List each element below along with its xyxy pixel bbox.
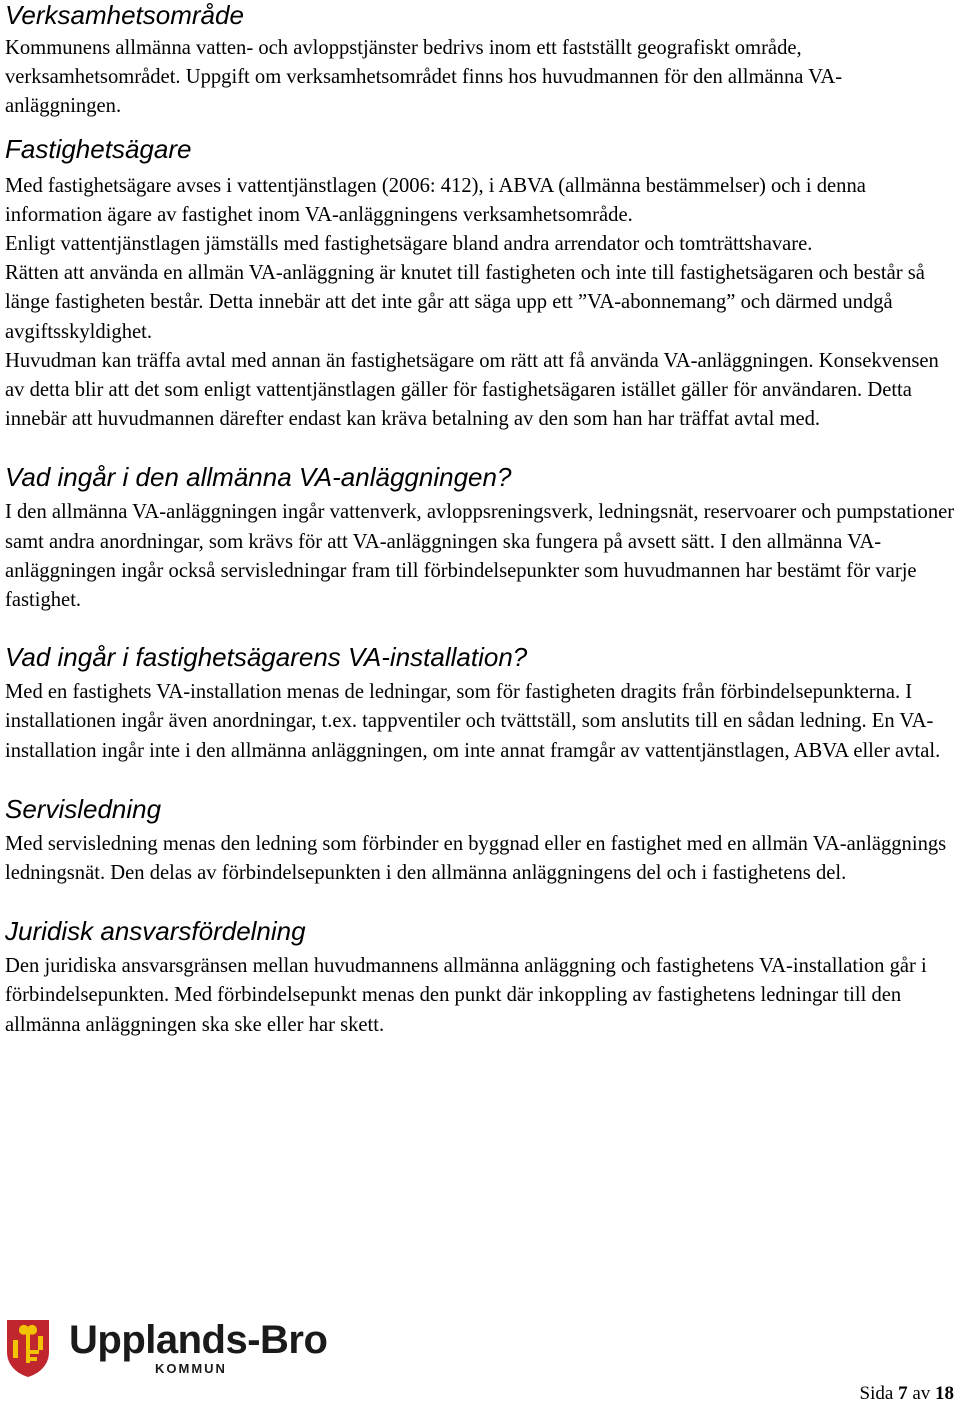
paragraph: Med fastighetsägare avses i vattentjänstlagen (2006: 412), i ABVA (allmänna bestämmelser) och i denna information ägare av fastighet inom VA-anläggningens verksamhetsområde.	[5, 174, 866, 226]
paragraph: Kommunens allmänna vatten- och avloppstjänster bedrivs inom ett fastställt geografiskt område, verksamhetsområdet. Uppgift om verksamhetsområdet finns hos huvudmannen för den allmänna VA-anläggningen.	[5, 37, 843, 118]
page-number	[860, 1384, 954, 1404]
paragraph: Med servisledning menas den ledning som förbinder en byggnad eller en fastighet med en allmän VA-anläggnings ledningsnät. Den delas av förbindelsepunkten i den allmänna anläggningens del och i fastighetens del.	[5, 832, 947, 885]
page-prefix: Sida	[859, 1383, 894, 1404]
document-body	[5, 0, 957, 1040]
municipal-crest-icon	[5, 1318, 51, 1378]
section-heading-allmanna-va: Vad ingår i den allmänna VA-anläggningen?	[5, 462, 512, 493]
paragraph: Den juridiska ansvarsgränsen mellan huvudmannens allmänna anläggning och fastighetens VA-installation går i förbindelsepunkten. Med förbindelsepunkt menas den punkt där inkoppling av fastighetens ledningar till den allmänna anläggningen ska ske eller har skett.	[5, 955, 927, 1036]
paragraph: Huvudman kan träffa avtal med annan än fastighetsägare om rätt att få använda VA-anläggningen. Konsekvensen av detta blir att det som enligt vattentjänstlagen gäller för fastighetsägaren istället gäller för användaren. Detta innebär att huvudmannen därefter endast kan kräva betalning av den som han har träffat avtal med.	[5, 349, 939, 431]
logo-subtitle: KOMMUN	[155, 1361, 227, 1376]
page-total: 18	[935, 1383, 954, 1404]
paragraph: Enligt vattentjänstlagen jämställs med fastighetsägare bland andra arrendator och tomträttshavare.	[5, 233, 813, 256]
municipality-logo	[5, 1317, 327, 1379]
paragraph: I den allmänna VA-anläggningen ingår vattenverk, avloppsreningsverk, ledningsnät, reservoarer och pumpstationer samt andra anordningar, som krävs för att VA-anläggningen ska fungera på avsett sätt. I den allmänna VA-anläggningen ingår också servisledningar fram till förbindelsepunkter som huvudmannen har bestämt för varje fastighet.	[5, 501, 955, 612]
paragraph: Med en fastighets VA-installation menas de ledningar, som för fastigheten dragits från förbindelsepunkterna. I installationen ingår även anordningar, t.ex. tappventiler och tvättställ, som anslutits till en sådan ledning. En VA-installation ingår inte i den allmänna anläggningen, om inte annat framgår av vattentjänstlagen, ABVA eller avtal.	[5, 681, 941, 762]
section-heading-fastighetsagare: Fastighetsägare	[5, 133, 192, 164]
logo-wordmark: Upplands-Bro	[69, 1318, 328, 1362]
section-heading-va-installation: Vad ingår i fastighetsägarens VA-installation?	[5, 642, 528, 673]
section-heading-servisledning: Servisledning	[5, 793, 162, 824]
section-heading-verksamhetsomrade: Verksamhetsområde	[5, 0, 244, 30]
section-heading-juridisk-ansvarsfordelning: Juridisk ansvarsfördelning	[5, 916, 306, 947]
page-sep: av	[912, 1383, 931, 1404]
page-current: 7	[898, 1383, 908, 1404]
paragraph: Rätten att använda en allmän VA-anläggning är knutet till fastigheten och inte till fastighetsägaren och består så länge fastigheten består. Detta innebär att det inte går att säga upp ett ”VA-abonnemang” och därmed undgå avgiftsskyldighet.	[5, 262, 925, 343]
